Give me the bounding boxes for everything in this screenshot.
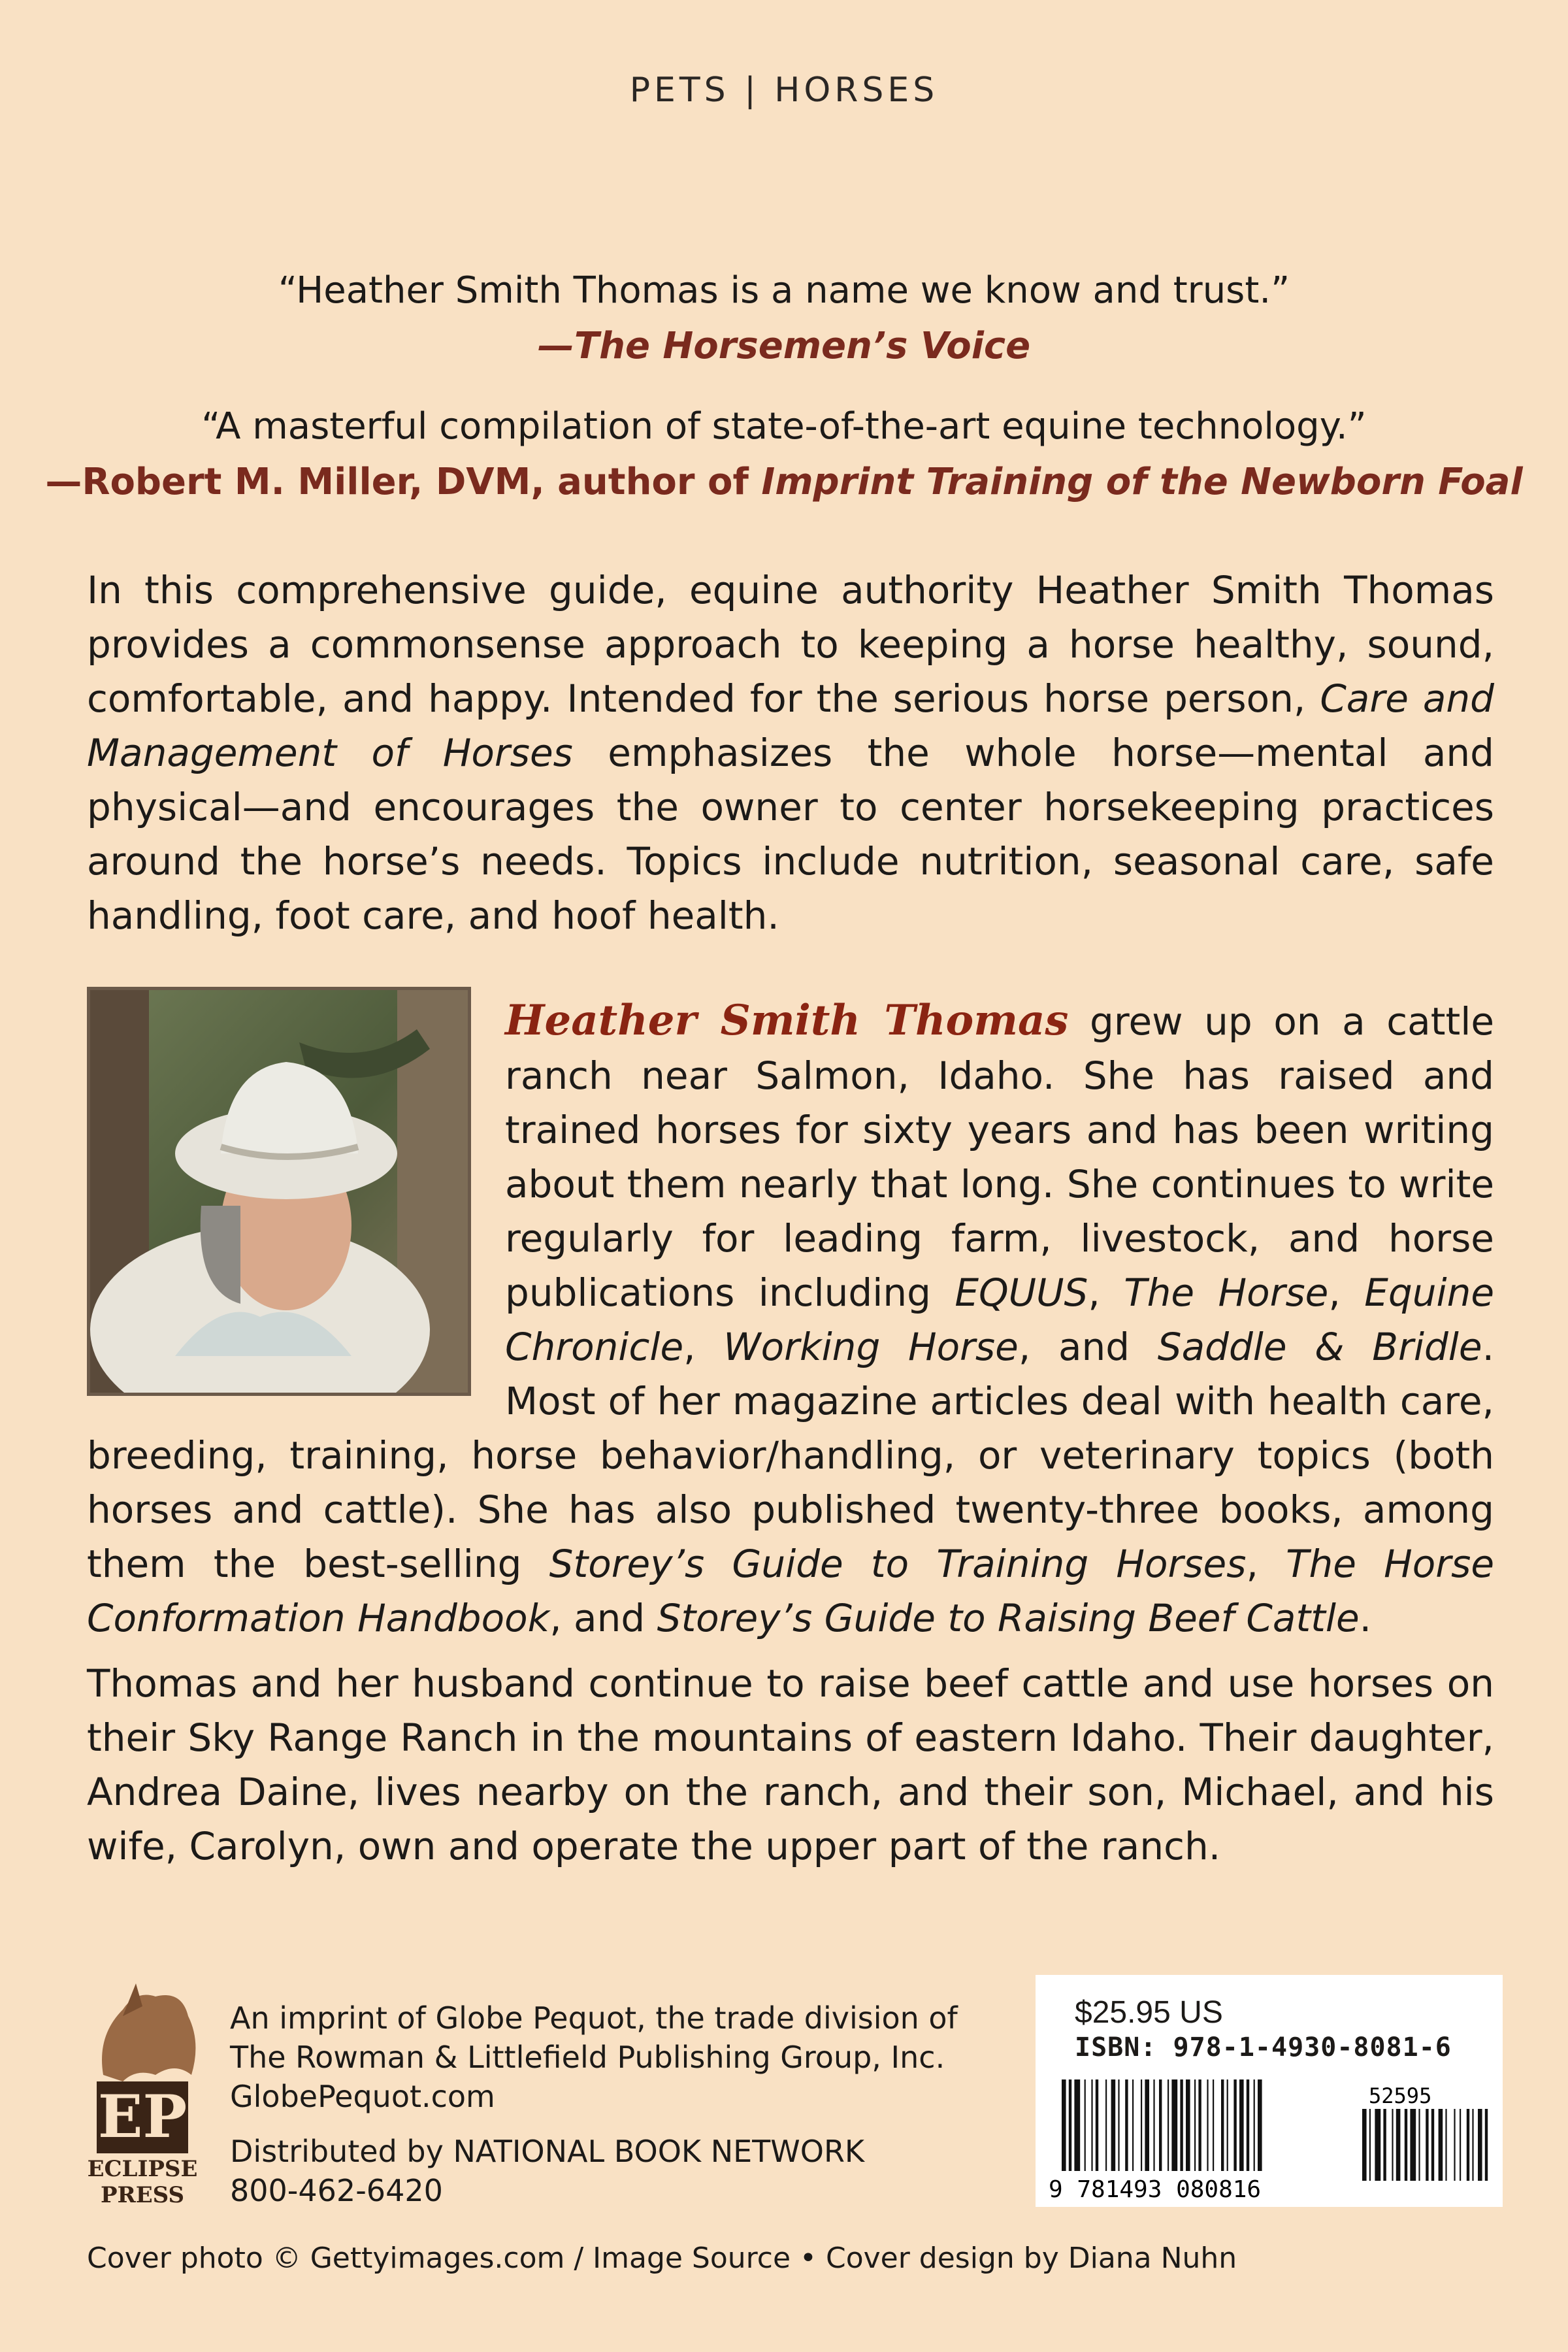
bio-separator: , and xyxy=(1018,1325,1158,1369)
barcode-bar xyxy=(1091,2079,1092,2171)
barcode-bar xyxy=(1125,2079,1128,2171)
bio-text-2: . Most of her magazine articles deal with health care, breeding, training, horse behavior/handling, or veterinary topics (both horses and cattle). She has also published twenty-three books, among them the best-selling xyxy=(87,1325,1494,1586)
quote-2-book-title: Imprint Training of the Newborn Foal xyxy=(761,461,1523,503)
category-label: PETS | HORSES xyxy=(629,71,939,110)
barcode-bar xyxy=(1096,2079,1098,2171)
price-label: $25.95 US xyxy=(1075,1995,1223,2030)
logo-word-press: PRESS xyxy=(100,2182,185,2208)
barcode-bar xyxy=(1254,2079,1255,2171)
barcode-bar xyxy=(1062,2079,1066,2171)
distributor-phone: 800-462-6420 xyxy=(230,2173,443,2208)
barcode-bar xyxy=(1233,2079,1236,2171)
barcode-addon: 52595 xyxy=(1369,2083,1432,2108)
barcode-bar xyxy=(1221,2079,1224,2171)
barcode-bar xyxy=(1074,2079,1080,2171)
barcode-bar xyxy=(1153,2079,1154,2171)
barcode-addon-bar xyxy=(1426,2109,1428,2181)
barcode-bar xyxy=(1207,2079,1208,2171)
barcode-bar xyxy=(1069,2079,1071,2171)
book-title: Care and Management of Horses xyxy=(87,676,1494,775)
barcode-addon-bar xyxy=(1460,2109,1461,2181)
barcode-bar xyxy=(1118,2079,1119,2171)
quote-1-attribution xyxy=(0,325,1568,367)
publisher-website: GlobePequot.com xyxy=(230,2079,495,2114)
book-conformation-handbook: The Horse Conformation Handbook xyxy=(87,1542,1495,1640)
barcode-bar xyxy=(1085,2079,1086,2171)
bio-separator: , xyxy=(683,1325,724,1369)
author-signature: Heather Smith Thomas xyxy=(505,996,1069,1045)
barcode-bar xyxy=(1168,2079,1169,2171)
bio-separator: , xyxy=(1088,1270,1124,1315)
barcode-bar xyxy=(1194,2079,1196,2171)
barcode-addon-bar xyxy=(1369,2109,1371,2181)
publication-equine-chronicle: Equine Chronicle xyxy=(505,1270,1495,1369)
barcode-digits: 9 781493 080816 xyxy=(1049,2176,1262,2203)
barcode-bar xyxy=(1159,2079,1162,2171)
quote-1-source: —The Horsemen’s Voice xyxy=(537,325,1031,367)
barcode xyxy=(1036,1975,1503,2207)
barcode-bar xyxy=(1132,2079,1134,2171)
barcode-bar xyxy=(1171,2079,1177,2171)
photo-spacer xyxy=(87,993,505,1412)
barcode-bar xyxy=(1247,2079,1249,2171)
barcode-bar xyxy=(1105,2079,1107,2171)
quote-2-author: —Robert M. Miller, DVM, author of xyxy=(45,461,762,503)
barcode-bar xyxy=(1239,2079,1244,2171)
barcode-addon-bar xyxy=(1375,2109,1380,2181)
barcode-addon-bar xyxy=(1410,2109,1416,2181)
barcode-bar xyxy=(1141,2079,1142,2171)
description-paragraph xyxy=(87,563,1494,943)
publisher-line-1: An imprint of Globe Pequot, the trade division of xyxy=(230,2000,958,2036)
barcode-addon-bar xyxy=(1396,2109,1401,2181)
cover-credits: Cover photo © Gettyimages.com / Image Source • Cover design by Diana Nuhn xyxy=(87,2242,1237,2275)
logo-monogram: EP xyxy=(97,2082,188,2151)
family-paragraph: Thomas and her husband continue to raise beef cattle and use horses on their Sky Range Ranch in the mountains of eastern Idaho. Their daughter, Andrea Daine, lives nearby on the ranch, and their son, Michael, and his wife, Carolyn, own and operate the upper part of the ranch. xyxy=(87,1661,1494,1868)
barcode-bar xyxy=(1198,2079,1201,2171)
author-bio xyxy=(87,993,1494,1646)
quote-1: “Heather Smith Thomas is a name we know and trust.” xyxy=(278,269,1290,312)
barcode-addon-bar xyxy=(1454,2109,1455,2181)
publication-the-horse: The Horse xyxy=(1124,1270,1329,1315)
book-training-horses: Storey’s Guide to Training Horses xyxy=(549,1542,1247,1586)
barcode-addon-bar xyxy=(1383,2109,1386,2181)
bio-separator: , and xyxy=(549,1596,657,1640)
publisher-line-2: The Rowman & Littlefield Publishing Group, Inc. xyxy=(230,2040,945,2075)
barcode-addon-bar xyxy=(1445,2109,1446,2181)
barcode-addon-bar xyxy=(1362,2109,1367,2181)
quote-2: “A masterful compilation of state-of-the-art equine technology.” xyxy=(201,405,1367,448)
barcode-bar xyxy=(1186,2079,1190,2171)
barcode-addon-bar xyxy=(1467,2109,1469,2181)
publication-equus: EQUUS xyxy=(955,1270,1088,1315)
barcode-addon-bar xyxy=(1405,2109,1407,2181)
barcode-panel xyxy=(1036,1975,1503,2207)
publication-working-horse: Working Horse xyxy=(723,1325,1019,1369)
bio-text-1: grew up on a cattle ranch near Salmon, Idaho. She has raised and trained horses for sixty years and has been writing about them nearly that long. She continues to write regularly for leading farm, livestock, and horse publications including xyxy=(505,999,1495,1315)
barcode-bar xyxy=(1180,2079,1183,2171)
distributor-line: Distributed by NATIONAL BOOK NETWORK xyxy=(230,2134,865,2169)
barcode-bar xyxy=(1258,2079,1262,2171)
barcode-addon-bar xyxy=(1485,2109,1488,2181)
description-text-2: emphasizes the whole horse—mental and physical—and encourages the owner to center horsekeeping practices around the horse’s needs. Topics include nutrition, seasonal care, safe handling, foot care, and hoof health. xyxy=(87,731,1494,938)
description-text-1: In this comprehensive guide, equine authority Heather Smith Thomas provides a commonsense approach to keeping a horse healthy, sound, comfortable, and happy. Intended for the serious horse person, xyxy=(87,568,1494,721)
book-raising-beef-cattle: Storey’s Guide to Raising Beef Cattle xyxy=(657,1596,1360,1640)
isbn-label: ISBN: 978-1-4930-8081-6 xyxy=(1075,2032,1452,2062)
barcode-addon-bar xyxy=(1392,2109,1393,2181)
bio-separator: , xyxy=(1328,1270,1365,1315)
barcode-bar xyxy=(1213,2079,1214,2171)
barcode-addon-bar xyxy=(1431,2109,1434,2181)
bio-end: . xyxy=(1359,1596,1372,1640)
barcode-bar xyxy=(1227,2079,1228,2171)
barcode-addon-bar xyxy=(1439,2109,1443,2181)
bio-separator: , xyxy=(1246,1542,1286,1586)
eclipse-press-logo xyxy=(77,1977,208,2212)
publication-saddle-bridle: Saddle & Bridle xyxy=(1157,1325,1482,1369)
barcode-bar xyxy=(1111,2079,1116,2171)
barcode-addon-bar xyxy=(1478,2109,1482,2181)
barcode-addon-bar xyxy=(1418,2109,1420,2181)
logo-word-eclipse: ECLIPSE xyxy=(87,2156,198,2182)
barcode-addon-bar xyxy=(1472,2109,1473,2181)
quote-2-attribution xyxy=(0,461,1568,503)
barcode-bar xyxy=(1145,2079,1149,2171)
